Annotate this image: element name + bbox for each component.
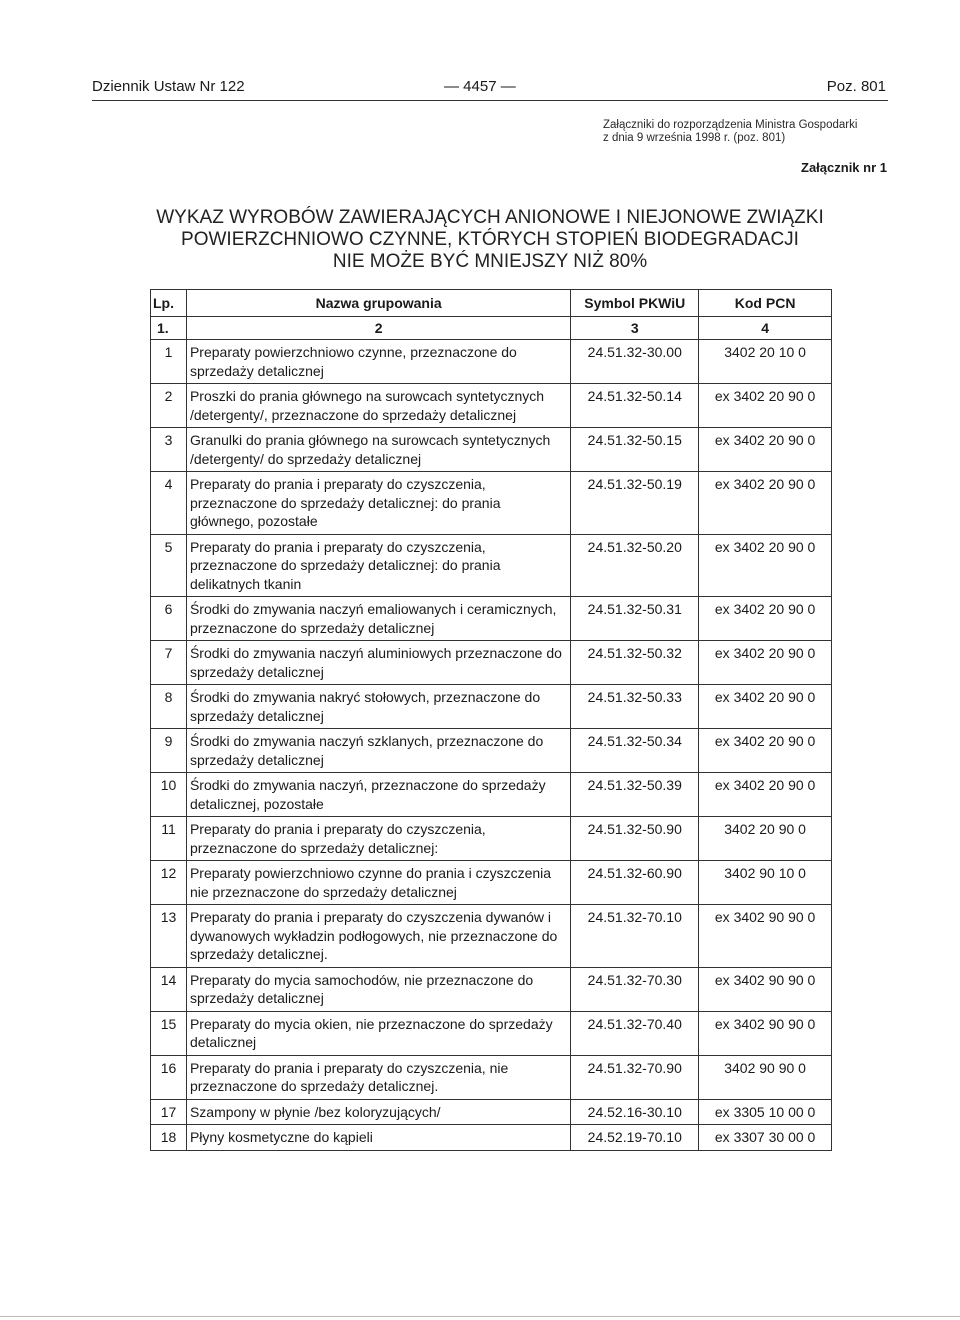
row-symbol: 24.51.32-70.10	[571, 905, 699, 968]
row-lp: 13	[151, 905, 187, 968]
row-lp: 15	[151, 1011, 187, 1055]
row-symbol: 24.51.32-50.34	[571, 729, 699, 773]
row-lp: 18	[151, 1125, 187, 1151]
row-lp: 7	[151, 641, 187, 685]
title-line-2: POWIERZCHNIOWO CZYNNE, KTÓRYCH STOPIEŃ BIODEGRADACJI	[181, 229, 799, 250]
row-name: Płyny kosmetyczne do kąpieli	[186, 1125, 570, 1151]
row-symbol: 24.51.32-70.30	[571, 967, 699, 1011]
row-symbol: 24.51.32-50.20	[571, 534, 699, 597]
journal-name: Dziennik Ustaw Nr 122	[92, 78, 245, 95]
row-name: Preparaty do mycia okien, nie przeznaczone do sprzedaży detalicznej	[186, 1011, 570, 1055]
table-row	[151, 773, 832, 817]
row-symbol: 24.51.32-50.15	[571, 428, 699, 472]
column-number-1: 1.	[151, 317, 187, 340]
row-name: Granulki do prania głównego na surowcach syntetycznych /detergenty/ do sprzedaży detalicznej	[186, 428, 570, 472]
table-row	[151, 472, 832, 535]
row-name: Preparaty do prania i preparaty do czyszczenia, przeznaczone do sprzedaży detalicznej: do prania głównego, pozostałe	[186, 472, 570, 535]
row-symbol: 24.51.32-50.14	[571, 384, 699, 428]
row-name: Środki do zmywania naczyń szklanych, przeznaczone do sprzedaży detalicznej	[186, 729, 570, 773]
row-name: Preparaty do prania i preparaty do czyszczenia dywanów i dywanowych wykładzin podłogowych, nie przeznaczone do sprzedaży detalicznej.	[186, 905, 570, 968]
document-title	[100, 207, 880, 273]
table-row	[151, 1099, 832, 1125]
row-name: Środki do zmywania nakryć stołowych, przeznaczone do sprzedaży detalicznej	[186, 685, 570, 729]
header-symbol: Symbol PKWiU	[571, 290, 699, 317]
row-pcn: ex 3402 20 90 0	[699, 472, 832, 535]
row-pcn: ex 3402 20 90 0	[699, 428, 832, 472]
row-name: Preparaty do prania i preparaty do czyszczenia, nie przeznaczone do sprzedaży detalicznej.	[186, 1055, 570, 1099]
row-name: Preparaty do prania i preparaty do czyszczenia, przeznaczone do sprzedaży detalicznej:	[186, 817, 570, 861]
row-symbol: 24.51.32-70.40	[571, 1011, 699, 1055]
row-symbol: 24.51.32-50.33	[571, 685, 699, 729]
table-row	[151, 534, 832, 597]
row-symbol: 24.51.32-50.19	[571, 472, 699, 535]
table-row	[151, 729, 832, 773]
table-row	[151, 967, 832, 1011]
row-pcn: ex 3402 20 90 0	[699, 773, 832, 817]
row-pcn: ex 3402 90 90 0	[699, 967, 832, 1011]
column-number-row	[151, 317, 832, 340]
table-header-row	[151, 290, 832, 317]
attachment-note	[603, 119, 857, 145]
row-symbol: 24.51.32-50.32	[571, 641, 699, 685]
row-pcn: 3402 90 90 0	[699, 1055, 832, 1099]
row-lp: 14	[151, 967, 187, 1011]
row-pcn: ex 3402 90 90 0	[699, 1011, 832, 1055]
row-pcn: ex 3402 20 90 0	[699, 597, 832, 641]
row-symbol: 24.51.32-30.00	[571, 340, 699, 384]
row-pcn: ex 3402 20 90 0	[699, 685, 832, 729]
row-symbol: 24.51.32-50.39	[571, 773, 699, 817]
row-pcn: ex 3402 20 90 0	[699, 729, 832, 773]
row-pcn: 3402 20 90 0	[699, 817, 832, 861]
row-lp: 3	[151, 428, 187, 472]
header-lp: Lp.	[151, 290, 187, 317]
row-symbol: 24.52.16-30.10	[571, 1099, 699, 1125]
table-row	[151, 861, 832, 905]
row-lp: 5	[151, 534, 187, 597]
table-row	[151, 641, 832, 685]
row-symbol: 24.51.32-60.90	[571, 861, 699, 905]
row-pcn: ex 3402 20 90 0	[699, 384, 832, 428]
row-pcn: ex 3305 10 00 0	[699, 1099, 832, 1125]
table-row	[151, 428, 832, 472]
row-pcn: ex 3402 90 90 0	[699, 905, 832, 968]
row-name: Proszki do prania głównego na surowcach syntetycznych /detergenty/, przeznaczone do sprzedaży detalicznej	[186, 384, 570, 428]
row-pcn: 3402 20 10 0	[699, 340, 832, 384]
title-line-1: WYKAZ WYROBÓW ZAWIERAJĄCYCH ANIONOWE I NIEJONOWE ZWIĄZKI	[156, 207, 824, 228]
row-lp: 17	[151, 1099, 187, 1125]
page-number: — 4457 —	[444, 78, 516, 95]
row-lp: 4	[151, 472, 187, 535]
column-number-2: 2	[186, 317, 570, 340]
row-name: Preparaty do mycia samochodów, nie przeznaczone do sprzedaży detalicznej	[186, 967, 570, 1011]
row-symbol: 24.51.32-70.90	[571, 1055, 699, 1099]
table-row	[151, 340, 832, 384]
row-name: Preparaty do prania i preparaty do czyszczenia, przeznaczone do sprzedaży detalicznej: do prania delikatnych tkanin	[186, 534, 570, 597]
row-symbol: 24.52.19-70.10	[571, 1125, 699, 1151]
header-divider	[92, 100, 888, 101]
table-row	[151, 1055, 832, 1099]
column-number-4: 4	[699, 317, 832, 340]
row-name: Preparaty powierzchniowo czynne do prania i czyszczenia nie przeznaczone do sprzedaży detalicznej	[186, 861, 570, 905]
table-row	[151, 384, 832, 428]
table-body	[151, 340, 832, 1151]
row-name: Szampony w płynie /bez koloryzujących/	[186, 1099, 570, 1125]
table-row	[151, 1011, 832, 1055]
header-pcn: Kod PCN	[699, 290, 832, 317]
row-lp: 6	[151, 597, 187, 641]
position-number: Poz. 801	[826, 78, 886, 95]
row-name: Środki do zmywania naczyń, przeznaczone do sprzedaży detalicznej, pozostałe	[186, 773, 570, 817]
table-row	[151, 905, 832, 968]
row-symbol: 24.51.32-50.31	[571, 597, 699, 641]
row-lp: 1	[151, 340, 187, 384]
table-row	[151, 1125, 832, 1151]
bottom-scan-line	[0, 1316, 960, 1317]
row-pcn: ex 3402 20 90 0	[699, 641, 832, 685]
row-pcn: 3402 90 10 0	[699, 861, 832, 905]
row-lp: 8	[151, 685, 187, 729]
row-lp: 12	[151, 861, 187, 905]
row-name: Środki do zmywania naczyń emaliowanych i ceramicznych, przeznaczone do sprzedaży detalicznej	[186, 597, 570, 641]
header-name: Nazwa grupowania	[186, 290, 570, 317]
row-pcn: ex 3307 30 00 0	[699, 1125, 832, 1151]
row-lp: 10	[151, 773, 187, 817]
row-lp: 16	[151, 1055, 187, 1099]
row-name: Środki do zmywania naczyń aluminiowych przeznaczone do sprzedaży detalicznej	[186, 641, 570, 685]
attachment-note-line-2: z dnia 9 września 1998 r. (poz. 801)	[603, 132, 786, 144]
row-lp: 11	[151, 817, 187, 861]
row-lp: 2	[151, 384, 187, 428]
row-name: Preparaty powierzchniowo czynne, przeznaczone do sprzedaży detalicznej	[186, 340, 570, 384]
title-line-3: NIE MOŻE BYĆ MNIEJSZY NIŻ 80%	[332, 251, 648, 272]
column-number-3: 3	[571, 317, 699, 340]
product-list-table	[150, 289, 832, 1151]
attachment-note-line-1: Załączniki do rozporządzenia Ministra Gospodarki	[603, 119, 858, 131]
annex-label: Załącznik nr 1	[801, 160, 887, 175]
table-row	[151, 685, 832, 729]
row-lp: 9	[151, 729, 187, 773]
table-row	[151, 817, 832, 861]
row-pcn: ex 3402 20 90 0	[699, 534, 832, 597]
page-header	[92, 78, 886, 98]
table-row	[151, 597, 832, 641]
row-symbol: 24.51.32-50.90	[571, 817, 699, 861]
